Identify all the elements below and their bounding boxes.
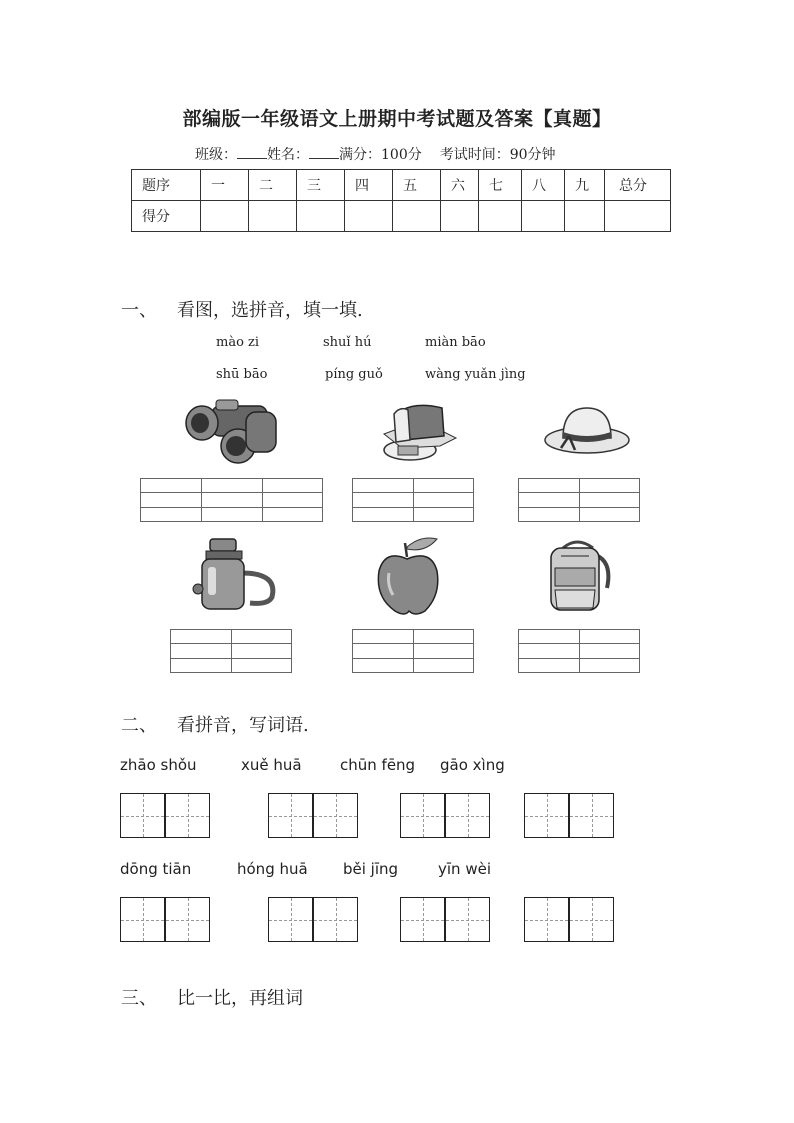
- header-cell: 七: [479, 170, 522, 201]
- score-row: [132, 201, 671, 232]
- backpack-icon: [543, 538, 613, 614]
- answer-grid[interactable]: [518, 478, 640, 522]
- header-cell: 一: [201, 170, 249, 201]
- bread-icon: [380, 402, 460, 464]
- score-cell[interactable]: [201, 201, 249, 232]
- pinyin-option: shū bāo: [216, 367, 268, 382]
- answer-grid[interactable]: [170, 629, 292, 673]
- pinyin-option: shuǐ hú: [323, 335, 372, 350]
- writing-box[interactable]: [165, 793, 210, 838]
- class-blank[interactable]: [237, 146, 267, 159]
- pinyin-word: zhāo shǒu: [120, 756, 197, 774]
- score-header-row: [132, 170, 671, 201]
- row-label: 得分: [132, 201, 201, 232]
- writing-box[interactable]: [400, 897, 445, 942]
- score-cell[interactable]: [565, 201, 605, 232]
- score-table: [131, 169, 671, 232]
- section3-title: 比一比，再组词: [177, 988, 303, 1009]
- answer-grid[interactable]: [352, 629, 474, 673]
- full-score: 满分：100分: [339, 147, 422, 163]
- exam-time: 考试时间：90分钟: [439, 147, 556, 163]
- writing-box[interactable]: [445, 897, 490, 942]
- section1-number: 一、: [121, 300, 157, 321]
- writing-box[interactable]: [569, 793, 614, 838]
- pinyin-word: běi jīng: [343, 860, 399, 878]
- pinyin-option: miàn bāo: [425, 335, 486, 350]
- writing-box[interactable]: [120, 897, 165, 942]
- score-cell[interactable]: [441, 201, 479, 232]
- pinyin-word: chūn fēng: [340, 756, 416, 774]
- section2-title: 看拼音，写词语.: [177, 715, 309, 736]
- score-cell[interactable]: [479, 201, 522, 232]
- writing-box[interactable]: [313, 793, 358, 838]
- score-cell[interactable]: [393, 201, 441, 232]
- score-cell[interactable]: [605, 201, 671, 232]
- writing-box[interactable]: [313, 897, 358, 942]
- name-label: 姓名：: [267, 147, 309, 163]
- answer-grid[interactable]: [518, 629, 640, 673]
- hat-icon: [543, 404, 631, 456]
- header-cell: 总分: [605, 170, 671, 201]
- exam-info: [195, 144, 556, 164]
- header-cell: 四: [345, 170, 393, 201]
- pinyin-option: píng guǒ: [325, 367, 383, 382]
- section2-number: 二、: [121, 715, 157, 736]
- header-cell: 五: [393, 170, 441, 201]
- writing-box[interactable]: [165, 897, 210, 942]
- writing-box[interactable]: [524, 793, 569, 838]
- name-blank[interactable]: [309, 146, 339, 159]
- score-cell[interactable]: [297, 201, 345, 232]
- header-cell: 六: [441, 170, 479, 201]
- binoculars-icon: [182, 398, 282, 468]
- pinyin-word: gāo xìng: [440, 756, 505, 774]
- pinyin-option: wàng yuǎn jìng: [425, 367, 526, 382]
- section1-title: 看图，选拼音，填一填.: [177, 300, 363, 321]
- class-label: 班级：: [195, 147, 237, 163]
- score-cell[interactable]: [522, 201, 565, 232]
- answer-grid[interactable]: [140, 478, 323, 522]
- section1-heading: [121, 296, 363, 322]
- pinyin-word: dōng tiān: [120, 860, 192, 878]
- score-cell[interactable]: [249, 201, 297, 232]
- apple-icon: [375, 535, 441, 617]
- pinyin-word: yīn wèi: [438, 860, 491, 878]
- water-bottle-icon: [192, 533, 278, 613]
- writing-box[interactable]: [268, 793, 313, 838]
- section2-heading: [121, 711, 309, 737]
- pinyin-option: mào zi: [216, 335, 260, 350]
- section3-heading: [121, 984, 303, 1010]
- header-cell: 三: [297, 170, 345, 201]
- writing-box[interactable]: [120, 793, 165, 838]
- header-cell: 题序: [132, 170, 201, 201]
- page-title: 部编版一年级语文上册期中考试题及答案【真题】: [182, 108, 612, 130]
- writing-box[interactable]: [268, 897, 313, 942]
- pinyin-word: xuě huā: [241, 756, 302, 774]
- score-cell[interactable]: [345, 201, 393, 232]
- pinyin-word: hóng huā: [237, 860, 308, 878]
- writing-box[interactable]: [569, 897, 614, 942]
- header-cell: 八: [522, 170, 565, 201]
- header-cell: 二: [249, 170, 297, 201]
- writing-box[interactable]: [400, 793, 445, 838]
- answer-grid[interactable]: [352, 478, 474, 522]
- writing-box[interactable]: [445, 793, 490, 838]
- writing-box[interactable]: [524, 897, 569, 942]
- section3-number: 三、: [121, 988, 157, 1009]
- header-cell: 九: [565, 170, 605, 201]
